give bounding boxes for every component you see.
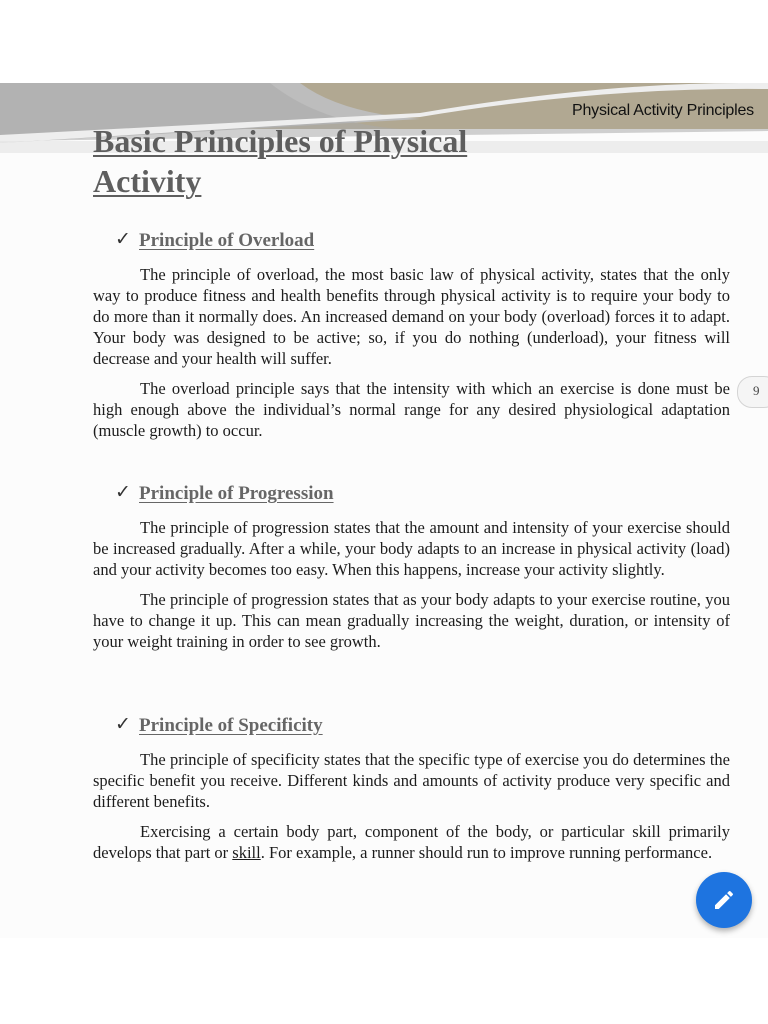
paragraph: The principle of overload, the most basic law of physical activity, states that the only way to produce fitness and health benefits through physical activity is to require your body to do more than it normally does. An increased demand on your body (overload) forces it to adapt. Your body was designed to be active; so, if you do nothing (underload), your fitness will decrease and your health will suffer. bbox=[93, 265, 730, 368]
section-heading bbox=[93, 715, 730, 741]
paragraph: The principle of progression states that as your body adapts to your exercise routine, you have to change it up. This can mean gradually increasing the weight, duration, or intensity of your weight training in order to see growth. bbox=[93, 590, 730, 651]
check-icon: ✓ bbox=[115, 713, 131, 735]
section-heading bbox=[93, 483, 730, 509]
paragraph: The principle of specificity states that the specific type of exercise you do determines the specific benefit you receive. Different kinds and amounts of activity produce very specific and different benefits. bbox=[93, 750, 730, 811]
title-line-1: Basic Principles of Physical bbox=[93, 123, 468, 159]
section-title: Principle of Specificity bbox=[139, 715, 323, 736]
paragraph: The principle of progression states that the amount and intensity of your exercise should be increased gradually. After a while, your body adapts to an increase in physical activity (load) and your activity becomes too easy. When this happens, increase your activity slightly. bbox=[93, 518, 730, 579]
pencil-icon bbox=[712, 888, 736, 912]
header-label: Physical Activity Principles bbox=[571, 102, 754, 119]
edit-button[interactable] bbox=[696, 872, 752, 928]
section-specificity bbox=[93, 715, 730, 872]
skill-link[interactable]: skill bbox=[232, 843, 261, 862]
section-overload bbox=[93, 230, 730, 450]
section-title: Principle of Progression bbox=[139, 483, 334, 504]
section-progression bbox=[93, 483, 730, 661]
paragraph-text: Exercising a certain body part, component of the body, or particular skill primarily develops that part or bbox=[93, 822, 730, 862]
paragraph-text: . For example, a runner should run to improve running performance. bbox=[260, 843, 713, 862]
section-title: Principle of Overload bbox=[139, 230, 315, 251]
paragraph: The overload principle says that the intensity with which an exercise is done must be high enough above the individual’s normal range for any desired physiological adaptation (muscle growth) to occur. bbox=[93, 379, 730, 440]
check-icon: ✓ bbox=[115, 481, 131, 503]
page-number: 9 bbox=[753, 383, 760, 398]
check-icon: ✓ bbox=[115, 228, 131, 250]
paragraph bbox=[93, 821, 730, 863]
section-heading bbox=[93, 230, 730, 256]
title-line-2: Activity bbox=[93, 163, 202, 199]
page-title bbox=[93, 121, 467, 201]
